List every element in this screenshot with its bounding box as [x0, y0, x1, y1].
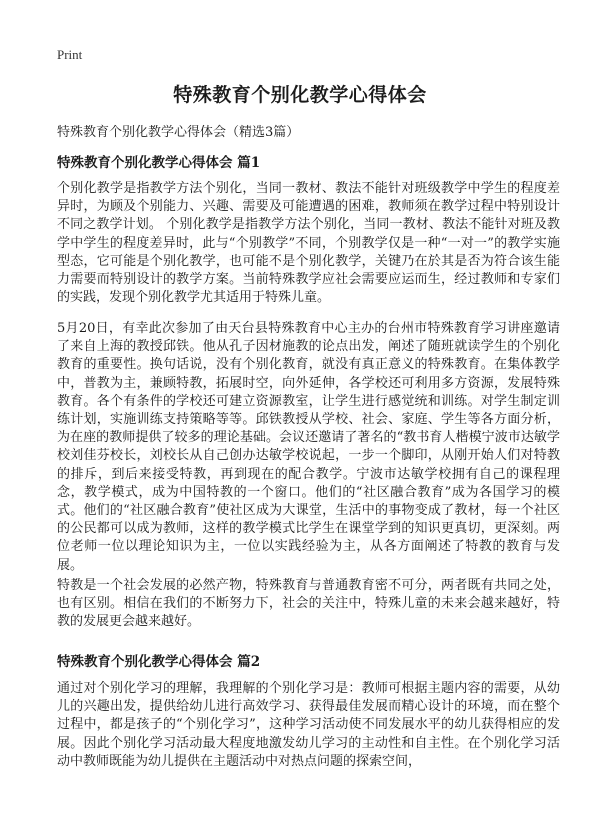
print-link[interactable]: Print	[57, 47, 83, 62]
section-2-paragraph-1: 通过对个别化学习的理解，我理解的个别化学习是：教师可根据主题内容的需要，从幼儿的兴趣出发，提供给幼儿进行高效学习、获得最佳发展而精心设计的环境，而在整个过程中，都是孩子的“个别化学习”，这种学习活动使不同发展水平的幼儿获得相应的发展。因此个别化学习活动最大程度地激发幼儿学习的主动性和自主性。在个别化学习活动中教师既能为幼儿提供在主题活动中对热点问题的探索空间，	[57, 681, 560, 769]
section-1-paragraph-3: 特教是一个社会发展的必然产物，特殊教育与普通教育密不可分，两者既有共同之处，也有区别。相信在我们的不断努力下，社会的关注中，特殊儿童的未来会越来越好，特教的发展更会越来越好。	[57, 578, 560, 630]
section-1-paragraph-1: 个别化教学是指教学方法个别化，当同一教材、教法不能针对班级教学中学生的程度差异时，为顾及个别能力、兴趣、需要及可能遭遇的困难，教师须在教学过程中特别设计不同之教学计划。 个别化教学是指教学方法个别化，当同一教材、教法不能针对班及教学中学生的程度差异时，此与“个别教学”不同，个别教学仅是一种“一对一”的教学实施型态，它可能是个别化教学，也可能不是个别化教学，关键乃在於其是否为符合该生能力需要而特别设计的教学方案。当前特殊教学应社会需要应运而生，经过教师和专家们的实践，发现个别化教学尤其适用于特殊儿童。	[57, 181, 560, 306]
section-heading-2: 特殊教育个别化教学心得体会 篇2	[57, 654, 261, 670]
section-heading-1: 特殊教育个别化教学心得体会 篇1	[57, 155, 261, 171]
document-subtitle: 特殊教育个别化教学心得体会（精选3篇）	[57, 125, 300, 140]
page-title: 特殊教育个别化教学心得体会	[173, 84, 427, 106]
section-1-paragraph-2: 5月20日，有幸此次参加了由天台县特殊教育中心主办的台州市特殊教育学习讲座邀请了来自上海的教授邱铁。他从孔子因材施教的论点出发，阐述了随班就读学生的个别化教育的重要性。换句话说，没有个别化教育，就没有真正意义的特殊教育。在集体教学中，普教为主，兼顾特教，拓展时空，向外延伸，各学校还可利用多方资源，发展特殊教育。各个有条件的学校还可建立资源教室，让学生进行感觉统和训练。对学生制定训练计划，实施训练支持策略等等。邱铁教授从学校、社会、家庭、学生等各方面分析，为在座的教师提供了较多的理论基础。会议还邀请了著名的“教书育人楷模宁波市达敏学校刘佳芬校长，刘校长从自己创办达敏学校说起，一步一个脚印，从刚开始人们对特教的排斥，到后来接受特教，再到现在的配合教学。宁波市达敏学校拥有自己的课程理念，教学模式，成为中国特教的一个窗口。他们的“社区融合教育”成为各国学习的模式。他们的“社区融合教育”使社区成为大课堂，生活中的事物变成了教材，每一个社区的公民都可以成为教师，这样的教学模式比学生在课堂学到的知识更真切，更深刻。两位老师一位以理论知识为主，一位以实践经验为主，从各方面阐述了特教的教育与发展。	[57, 321, 560, 573]
